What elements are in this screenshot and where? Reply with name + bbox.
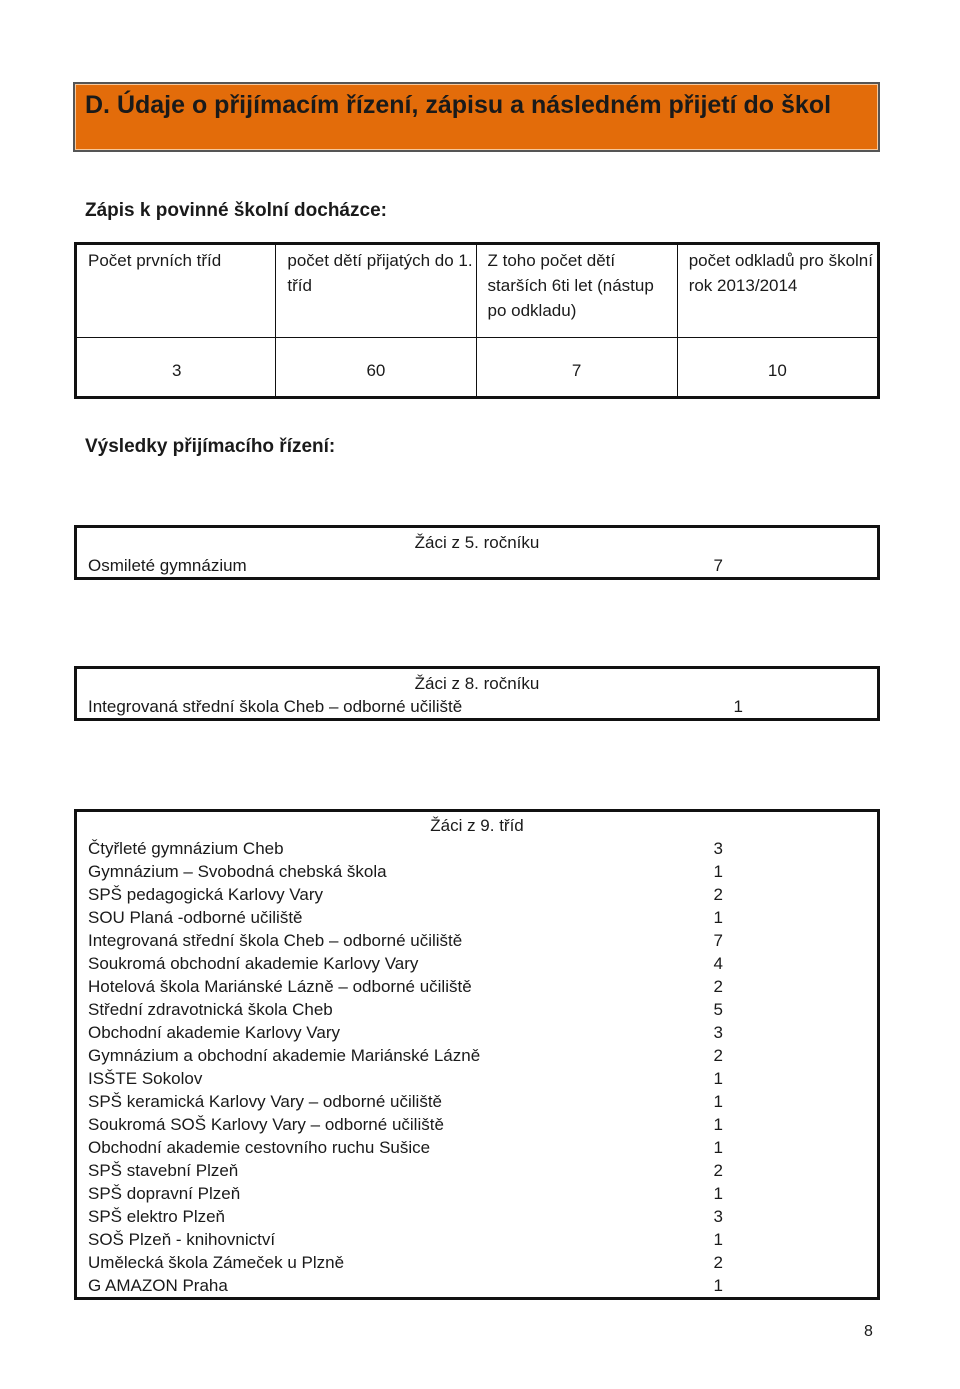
student-count: 1 xyxy=(713,1115,723,1134)
student-count: 1 xyxy=(713,862,723,881)
table-row xyxy=(76,1044,879,1067)
grade9-header: Žáci z 9. tříd xyxy=(430,816,524,835)
school-name: Hotelová škola Mariánské Lázně – odborné učiliště xyxy=(88,977,472,996)
grade5-table xyxy=(74,525,880,580)
school-name: Gymnázium – Svobodná chebská škola xyxy=(88,862,387,881)
grade9-list xyxy=(76,837,879,1299)
grade9-table xyxy=(74,809,880,1300)
student-count: 1 xyxy=(713,1069,723,1088)
table-row xyxy=(76,837,879,860)
school-name: Soukromá SOŠ Karlovy Vary – odborné učiliště xyxy=(88,1115,444,1134)
table-row xyxy=(76,906,879,929)
table-row xyxy=(76,1090,879,1113)
student-count: 3 xyxy=(713,1023,723,1042)
student-count: 4 xyxy=(713,954,723,973)
grade8-count: 1 xyxy=(733,697,743,716)
value-older-children: 7 xyxy=(476,338,677,398)
header-children-admitted: počet dětí přijatých do 1. tříd xyxy=(276,244,476,338)
page-number: 8 xyxy=(864,1323,873,1340)
grade8-row xyxy=(76,695,879,720)
table-row xyxy=(76,929,879,952)
school-name: Střední zdravotnická škola Cheb xyxy=(88,1000,333,1019)
school-name: Obchodní akademie Karlovy Vary xyxy=(88,1023,340,1042)
table-row xyxy=(76,1113,879,1136)
table-row xyxy=(76,1228,879,1251)
table-row xyxy=(76,975,879,998)
student-count: 1 xyxy=(713,1138,723,1157)
table-row xyxy=(76,1251,879,1274)
table-row xyxy=(76,1274,879,1299)
school-name: Gymnázium a obchodní akademie Mariánské Lázně xyxy=(88,1046,481,1065)
grade5-count: 7 xyxy=(713,556,723,575)
table-row xyxy=(76,1205,879,1228)
student-count: 2 xyxy=(713,1253,723,1272)
grade8-school: Integrovaná střední škola Cheb – odborné učiliště xyxy=(88,697,463,716)
student-count: 1 xyxy=(713,1230,723,1249)
school-name: Čtyřleté gymnázium Cheb xyxy=(88,839,284,858)
school-name: SOU Planá -odborné učiliště xyxy=(88,908,303,927)
value-deferrals: 10 xyxy=(677,338,878,398)
table-row xyxy=(76,883,879,906)
school-name: ISŠTE Sokolov xyxy=(88,1069,203,1088)
school-name: Umělecká škola Zámeček u Plzně xyxy=(88,1253,345,1272)
school-name: G AMAZON Praha xyxy=(88,1276,228,1295)
table-row xyxy=(76,1136,879,1159)
student-count: 2 xyxy=(713,1046,723,1065)
school-name: SPŠ stavební Plzeň xyxy=(88,1161,239,1180)
student-count: 5 xyxy=(713,1000,723,1019)
value-children-admitted: 60 xyxy=(276,338,476,398)
results-title: Výsledky přijímacího řízení: xyxy=(85,436,336,457)
value-first-classes: 3 xyxy=(76,338,276,398)
grade5-header: Žáci z 5. ročníku xyxy=(414,533,540,552)
school-name: Integrovaná střední škola Cheb – odborné učiliště xyxy=(88,931,463,950)
student-count: 1 xyxy=(713,1276,723,1295)
grade8-table xyxy=(74,666,880,721)
school-name: SPŠ elektro Plzeň xyxy=(88,1207,226,1226)
school-name: SOŠ Plzeň - knihovnictví xyxy=(88,1230,276,1249)
section-heading: D. Údaje o přijímacím řízení, zápisu a následném přijetí do škol xyxy=(73,82,880,152)
student-count: 1 xyxy=(713,1092,723,1111)
grade8-header: Žáci z 8. ročníku xyxy=(414,674,540,693)
grade5-school: Osmileté gymnázium xyxy=(88,556,247,575)
header-deferrals: počet odkladů pro školní rok 2013/2014 xyxy=(677,244,878,338)
student-count: 2 xyxy=(713,1161,723,1180)
student-count: 1 xyxy=(713,1184,723,1203)
enrollment-table xyxy=(74,242,880,399)
enrollment-title: Zápis k povinné školní docházce: xyxy=(85,200,387,221)
enrollment-value-row xyxy=(76,338,879,398)
student-count: 7 xyxy=(713,931,723,950)
school-name: Obchodní akademie cestovního ruchu Sušice xyxy=(88,1138,431,1157)
header-older-children: Z toho počet dětí starších 6ti let (nástup po odkladu) xyxy=(476,244,677,338)
grade5-row xyxy=(76,554,879,579)
student-count: 2 xyxy=(713,885,723,904)
table-row xyxy=(76,998,879,1021)
student-count: 3 xyxy=(713,1207,723,1226)
school-name: SPŠ keramická Karlovy Vary – odborné učiliště xyxy=(88,1092,443,1111)
table-row xyxy=(76,1021,879,1044)
table-row xyxy=(76,860,879,883)
school-name: SPŠ dopravní Plzeň xyxy=(88,1184,241,1203)
student-count: 2 xyxy=(713,977,723,996)
school-name: SPŠ pedagogická Karlovy Vary xyxy=(88,885,323,904)
table-row xyxy=(76,1159,879,1182)
enrollment-header-row xyxy=(76,244,879,338)
school-name: Soukromá obchodní akademie Karlovy Vary xyxy=(88,954,419,973)
student-count: 3 xyxy=(713,839,723,858)
table-row xyxy=(76,952,879,975)
header-first-classes: Počet prvních tříd xyxy=(88,251,222,270)
student-count: 1 xyxy=(713,908,723,927)
table-row xyxy=(76,1182,879,1205)
table-row xyxy=(76,1067,879,1090)
